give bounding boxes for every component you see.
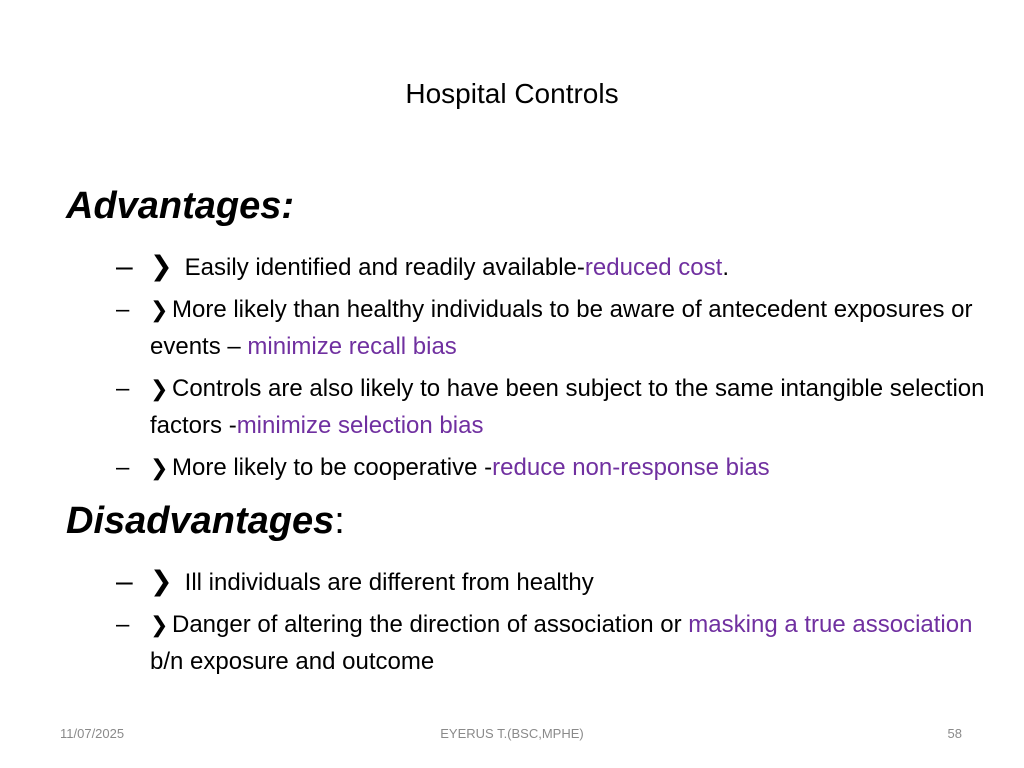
- dash-bullet: –: [116, 454, 130, 481]
- advantage-text: More likely than healthy individuals to be aware of antecedent exposures or events –: [150, 296, 973, 360]
- advantage-text: Easily identified and readily available-: [178, 254, 585, 281]
- disadvantage-text: Danger of altering the direction of association or: [172, 611, 689, 638]
- advantage-text: Controls are also likely to have been subject to the same intangible selection factors -: [150, 375, 985, 439]
- advantage-highlight: minimize recall bias: [247, 333, 457, 360]
- chevron-icon: ❯: [150, 251, 173, 281]
- footer-author: EYERUS T.(BSC,MPHE): [440, 726, 584, 741]
- advantage-item-3: [116, 370, 996, 444]
- advantage-highlight: reduced cost: [584, 254, 723, 281]
- chevron-icon: ❯: [150, 566, 173, 596]
- disadvantages-list: [116, 563, 996, 685]
- disadvantage-highlight: masking a true association: [688, 611, 973, 638]
- advantage-item-2: [116, 291, 996, 365]
- dash-bullet: –: [116, 611, 130, 638]
- footer-page-number: 58: [947, 726, 962, 741]
- advantage-highlight: minimize selection bias: [236, 412, 484, 439]
- advantage-item-1: [116, 248, 996, 286]
- chevron-icon: ❯: [150, 455, 169, 480]
- chevron-icon: ❯: [150, 297, 169, 322]
- disadvantage-item-2: [116, 606, 996, 680]
- slide-title: Hospital Controls: [405, 78, 619, 109]
- footer-date: 11/07/2025: [60, 726, 125, 741]
- chevron-icon: ❯: [150, 612, 169, 637]
- dash-bullet: –: [116, 296, 130, 323]
- dash-bullet: –: [116, 565, 133, 598]
- advantage-highlight: reduce non-response bias: [492, 454, 770, 481]
- advantages-heading: [66, 183, 294, 229]
- advantage-text: More likely to be cooperative -: [172, 454, 493, 481]
- advantage-item-4: [116, 449, 996, 486]
- chevron-icon: ❯: [150, 376, 169, 401]
- advantage-tail: .: [722, 254, 729, 281]
- disadvantages-heading-text: Disadvantages: [66, 500, 335, 542]
- dash-bullet: –: [116, 375, 130, 402]
- disadvantage-tail: b/n exposure and outcome: [150, 648, 435, 675]
- disadvantage-item-1: [116, 563, 996, 601]
- disadvantages-heading-colon: :: [334, 500, 345, 542]
- advantages-list: [116, 248, 996, 491]
- disadvantages-heading: [66, 498, 345, 544]
- dash-bullet: –: [116, 250, 133, 283]
- advantages-heading-colon: :: [281, 185, 295, 227]
- advantages-heading-text: Advantages: [66, 185, 282, 227]
- disadvantage-text: Ill individuals are different from healthy: [178, 569, 594, 596]
